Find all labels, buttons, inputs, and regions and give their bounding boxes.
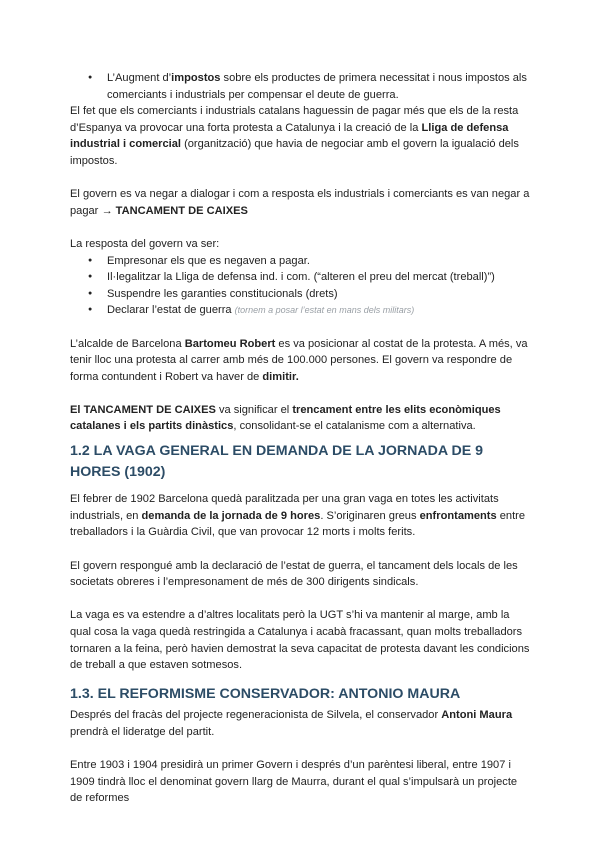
bold-run-dimitir: dimitir. bbox=[262, 370, 299, 383]
response-list bbox=[70, 253, 532, 319]
paragraph-lliga bbox=[70, 103, 532, 169]
text-run: Declarar l’estat de guerra bbox=[107, 304, 235, 317]
bold-run-robert: Bartomeu Robert bbox=[184, 337, 276, 350]
bold-run-enfrontaments: enfrontaments bbox=[419, 509, 497, 522]
text-run: , consolidant-se el catalanisme com a alternativa. bbox=[233, 420, 476, 433]
list-item bbox=[70, 302, 532, 319]
text-run: prendrà el lideratge del partit. bbox=[70, 725, 215, 738]
paragraph-trencament bbox=[70, 402, 532, 435]
text-run: (organització) que havia de negociar amb el govern la igualació dels impostos. bbox=[70, 138, 519, 167]
paragraph-vaga-1902 bbox=[70, 491, 532, 541]
bold-run-maura: Antoni Maura bbox=[441, 709, 513, 722]
paragraph-maura bbox=[70, 707, 532, 740]
bold-run-jornada: demanda de la jornada de 9 hores bbox=[141, 509, 321, 522]
blank-line bbox=[70, 385, 532, 402]
text-run: L’alcalde de Barcelona bbox=[70, 337, 185, 350]
paragraph-robert bbox=[70, 336, 532, 386]
text-run: L’Augment d’ bbox=[107, 72, 172, 84]
list-item: ● Suspendre les garanties constitucionals (drets) bbox=[70, 286, 532, 303]
blank-line bbox=[70, 541, 532, 558]
text-run: Després del fracàs del projecte regeneracionista de Silvela, el conservador bbox=[70, 709, 442, 722]
text-run: va significar el bbox=[215, 403, 293, 416]
text-run: El govern es va negar a dialogar i com a resposta els industrials i comerciants es van negar a pagar → bbox=[70, 188, 530, 217]
text-run: entre treballadors i la Guàrdia Civil, que van provocar 12 morts i molts ferits. bbox=[70, 509, 526, 539]
text-run: El fet que els comerciants i industrials catalans haguessin de pagar més que els de la resta d’Espanya va provocar una forta protesta a Catalunya i la creació de la bbox=[70, 105, 519, 134]
paragraph-tancament bbox=[70, 186, 532, 219]
blank-line bbox=[70, 170, 532, 187]
paragraph-govern-llarg: Entre 1903 i 1904 presidirà un primer Govern i després d’un parèntesi liberal, entre 1907 i 1909 tindrà lloc el denominat govern llarg de Maurra, durant el qual s’impulsarà un projecte de reformes bbox=[70, 759, 518, 805]
blank-line bbox=[70, 219, 532, 236]
document-body bbox=[70, 70, 532, 807]
bold-run-tancament: El TANCAMENT DE CAIXES bbox=[70, 403, 216, 416]
paragraph-ugt: La vaga es va estendre a d’altres localitats però la UGT s’hi va mantenir al marge, amb la qual cosa la vaga quedà restringida a Catalunya i acabà fracassant, quan molts treballadors tornaren a la feina, però havien demostrat la seva capacitat de protesta davant les condicions de treball a que estaven sotmesos. bbox=[70, 609, 530, 672]
text-run: sobre els productes de primera necessitat i nous impostos als comerciants i industrials per compensar el deute de guerra. bbox=[107, 72, 527, 101]
list-item-taxes bbox=[70, 70, 532, 103]
list-item: ● Empresonar els que es negaven a pagar. bbox=[70, 253, 532, 270]
text-run: El febrer de 1902 Barcelona quedà paralitzada per una gran vaga en totes les activitats industrials, en bbox=[70, 493, 499, 522]
section-heading-vaga: 1.2 LA VAGA GENERAL EN DEMANDA DE LA JORNADA DE 9 HORES (1902) bbox=[70, 443, 484, 480]
tax-bullet-list bbox=[70, 70, 532, 103]
paragraph-resposta-govern: El govern respongué amb la declaració de l’estat de guerra, el tancament dels locals de les societats obreres i l’empresonament de més de 300 dirigents sindicals. bbox=[70, 559, 518, 589]
bold-run-trencament: trencament entre les elits econòmiques catalanes i els partits dinàstics bbox=[70, 403, 501, 433]
section-heading-maura: 1.3. EL REFORMISME CONSERVADOR: ANTONIO MAURA bbox=[70, 685, 461, 702]
text-run: es va posicionar al costat de la protesta. A més, va tenir lloc una protesta al carrer amb més de 100.000 persones. El govern va respondre de forma contundent i Robert va haver de bbox=[70, 337, 528, 383]
bold-run-lliga: Lliga de defensa industrial i comercial bbox=[70, 121, 509, 151]
blank-line bbox=[70, 591, 532, 608]
bold-run-impostos: impostos bbox=[171, 72, 221, 84]
response-heading: La resposta del govern va ser: bbox=[70, 237, 220, 250]
text-run: . S’originaren greus bbox=[320, 509, 420, 522]
bold-run-tancament: TANCAMENT DE CAIXES bbox=[115, 204, 248, 217]
list-item: ● Il·legalitzar la Lliga de defensa ind. i com. (“alteren el preu del mercat (treball)”) bbox=[70, 269, 532, 286]
italic-note: (tornem a posar l’estat en mans dels militars) bbox=[234, 305, 415, 316]
blank-line bbox=[70, 741, 532, 758]
blank-line bbox=[70, 319, 532, 336]
